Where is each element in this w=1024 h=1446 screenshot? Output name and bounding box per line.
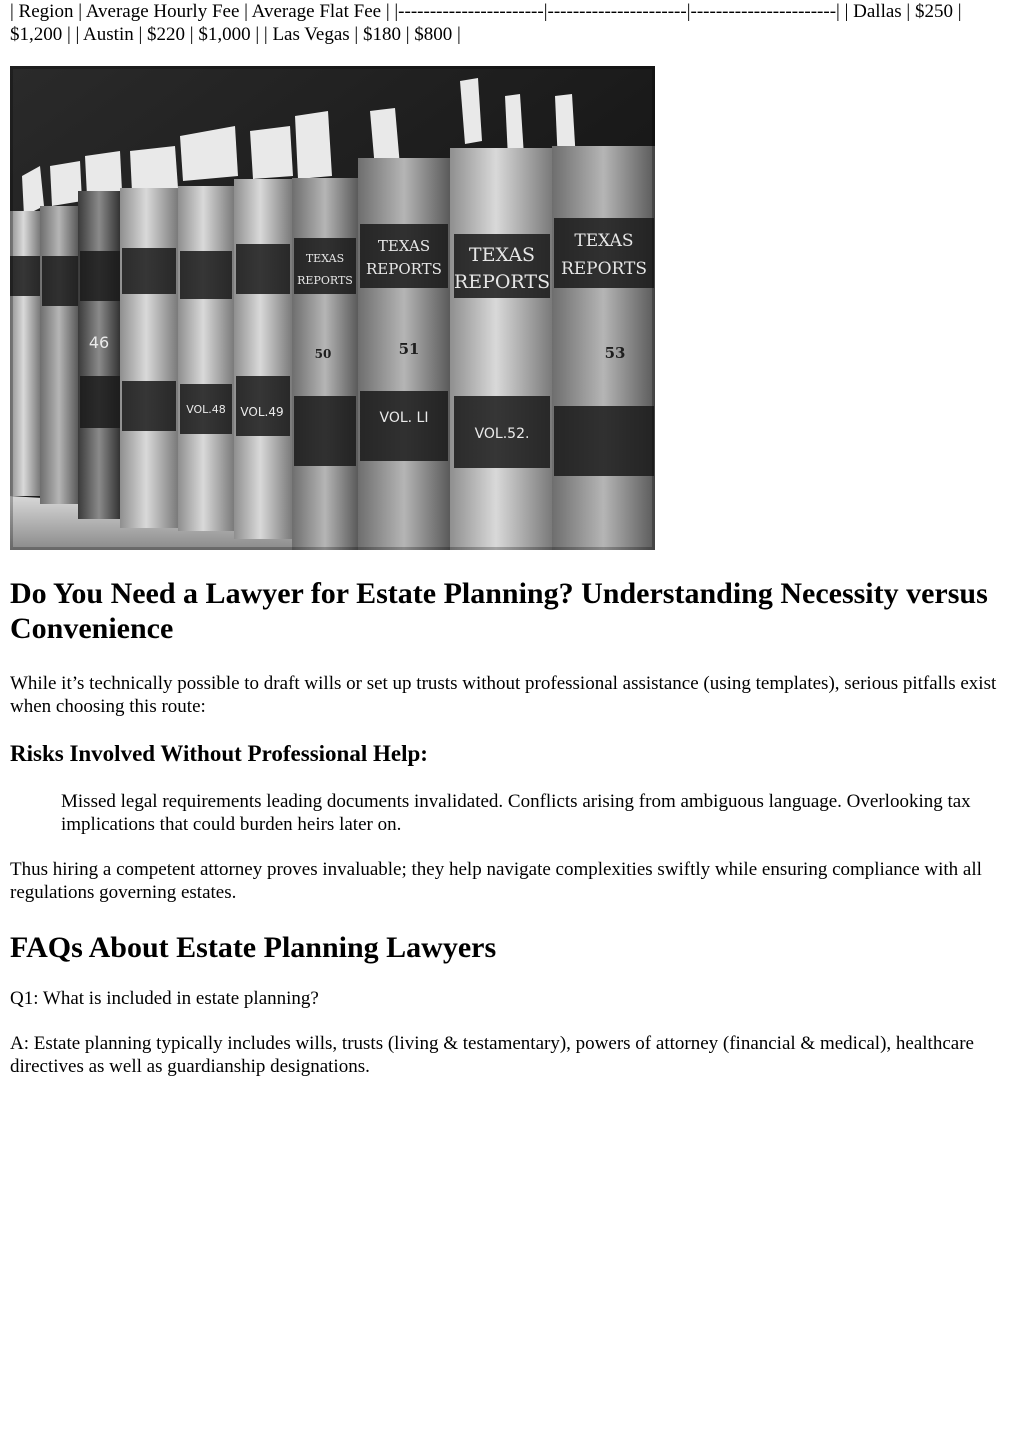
spine-label-vol-52: VOL.52. bbox=[474, 426, 530, 442]
fee-table-text: | Region | Average Hourly Fee | Average Flat Fee | |-----------------------|----------------------|-----------------------| | Dallas | $250 | $1,200 | | Austin | $220 | $1,000 | | Las Vegas | $180 | $800 | bbox=[10, 1, 962, 45]
spine-label-vol-li: VOL. LI bbox=[379, 410, 429, 426]
spine-vol-51: 51 bbox=[398, 340, 420, 358]
spine-label-vol-48: VOL.48 bbox=[186, 403, 226, 416]
section-heading: Do You Need a Lawyer for Estate Planning? Understanding Necessity versus Convenience bbox=[10, 577, 988, 645]
spine-title-50: TEXAS bbox=[305, 252, 345, 265]
spine-subtitle-50: REPORTS bbox=[297, 274, 353, 287]
spine-subtitle-53: REPORTS bbox=[560, 259, 648, 279]
faq-heading: FAQs About Estate Planning Lawyers bbox=[10, 931, 497, 964]
spine-subtitle-52: REPORTS bbox=[453, 271, 551, 293]
spine-label-46: 46 bbox=[88, 333, 110, 352]
risks-list-text: Missed legal requirements leading documents invalidated. Conflicts arising from ambiguous language. Overlooking tax implications that could burden heirs later on. bbox=[61, 791, 971, 835]
risks-heading: Risks Involved Without Professional Help: bbox=[10, 741, 428, 766]
spine-subtitle-51: REPORTS bbox=[366, 260, 442, 278]
spine-label-vol-49: VOL.49 bbox=[240, 405, 284, 419]
law-books-photo bbox=[10, 66, 655, 550]
intro-paragraph: While it’s technically possible to draft wills or set up trusts without professional assistance (using templates), serious pitfalls exist when choosing this route: bbox=[10, 673, 997, 717]
spine-title-53: TEXAS bbox=[574, 231, 634, 251]
spine-vol-53: 53 bbox=[604, 344, 626, 362]
conclusion-paragraph: Thus hiring a competent attorney proves invaluable; they help navigate complexities swiftly while ensuring compliance with all regulations governing estates. bbox=[10, 859, 982, 903]
spine-title-52: TEXAS bbox=[468, 244, 536, 266]
spine-title-51: TEXAS bbox=[377, 237, 431, 255]
faq-question-1: Q1: What is included in estate planning? bbox=[10, 988, 319, 1009]
faq-answer-1: A: Estate planning typically includes wills, trusts (living & testamentary), powers of attorney (financial & medical), healthcare directives as well as guardianship designations. bbox=[10, 1033, 974, 1077]
spine-vol-50: 50 bbox=[314, 347, 332, 361]
